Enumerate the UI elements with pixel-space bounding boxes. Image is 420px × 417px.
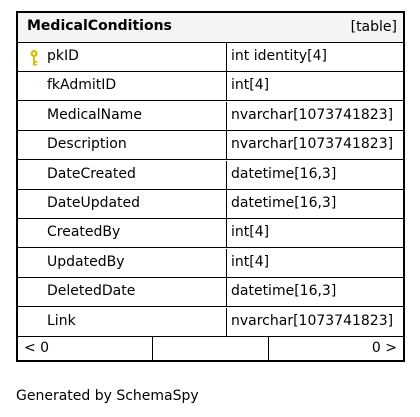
column-name: DateCreated [47,165,136,182]
column-row [18,190,403,219]
column-name: MedicalName [47,106,142,123]
column-name: DateUpdated [47,195,141,211]
key-icon [28,49,40,67]
column-name: fkAdmitID [47,77,117,94]
column-name: pkID [47,48,79,64]
column-row [18,249,403,278]
column-name: DeletedDate [47,283,136,300]
column-name-cell [18,278,227,306]
column-row [18,278,403,307]
column-name: CreatedBy [47,224,121,241]
column-type: nvarchar[1073741823] [231,106,394,123]
column-row [18,161,403,190]
table-node [16,11,405,362]
children-count-cell [269,337,403,360]
table-name: MedicalConditions [27,18,172,34]
column-row [18,102,403,131]
column-type: int[4] [231,253,270,270]
generated-by-credit: Generated by SchemaSpy [16,388,199,404]
column-name-cell [18,102,227,130]
column-name-cell [18,161,227,189]
column-name-cell [18,249,227,277]
column-name-cell [18,43,227,71]
table-kind: [table] [350,19,397,35]
children-count: 0 > [371,340,397,356]
parents-count: < 0 [24,340,50,356]
column-type: datetime[16,3] [231,283,337,300]
table-footer [18,337,403,360]
column-name-cell [18,308,227,336]
column-type: datetime[16,3] [231,165,337,182]
parents-count-cell [18,337,153,360]
column-name: Description [47,136,127,153]
column-name-cell [18,131,227,159]
column-row [18,131,403,160]
column-type: int[4] [231,224,270,241]
column-type: nvarchar[1073741823] [231,136,394,153]
column-type: int[4] [231,77,270,94]
column-row [18,72,403,101]
column-row [18,43,403,72]
column-type: int identity[4] [231,48,327,64]
column-name: UpdatedBy [47,253,125,270]
column-name-cell [18,72,227,100]
column-type: nvarchar[1073741823] [231,312,394,329]
column-type: datetime[16,3] [231,195,337,211]
column-name-cell [18,190,227,218]
footer-middle-cell [153,337,269,360]
table-header [18,13,403,43]
column-row [18,308,403,337]
column-name: Link [47,312,76,329]
column-name-cell [18,219,227,247]
column-row [18,219,403,248]
